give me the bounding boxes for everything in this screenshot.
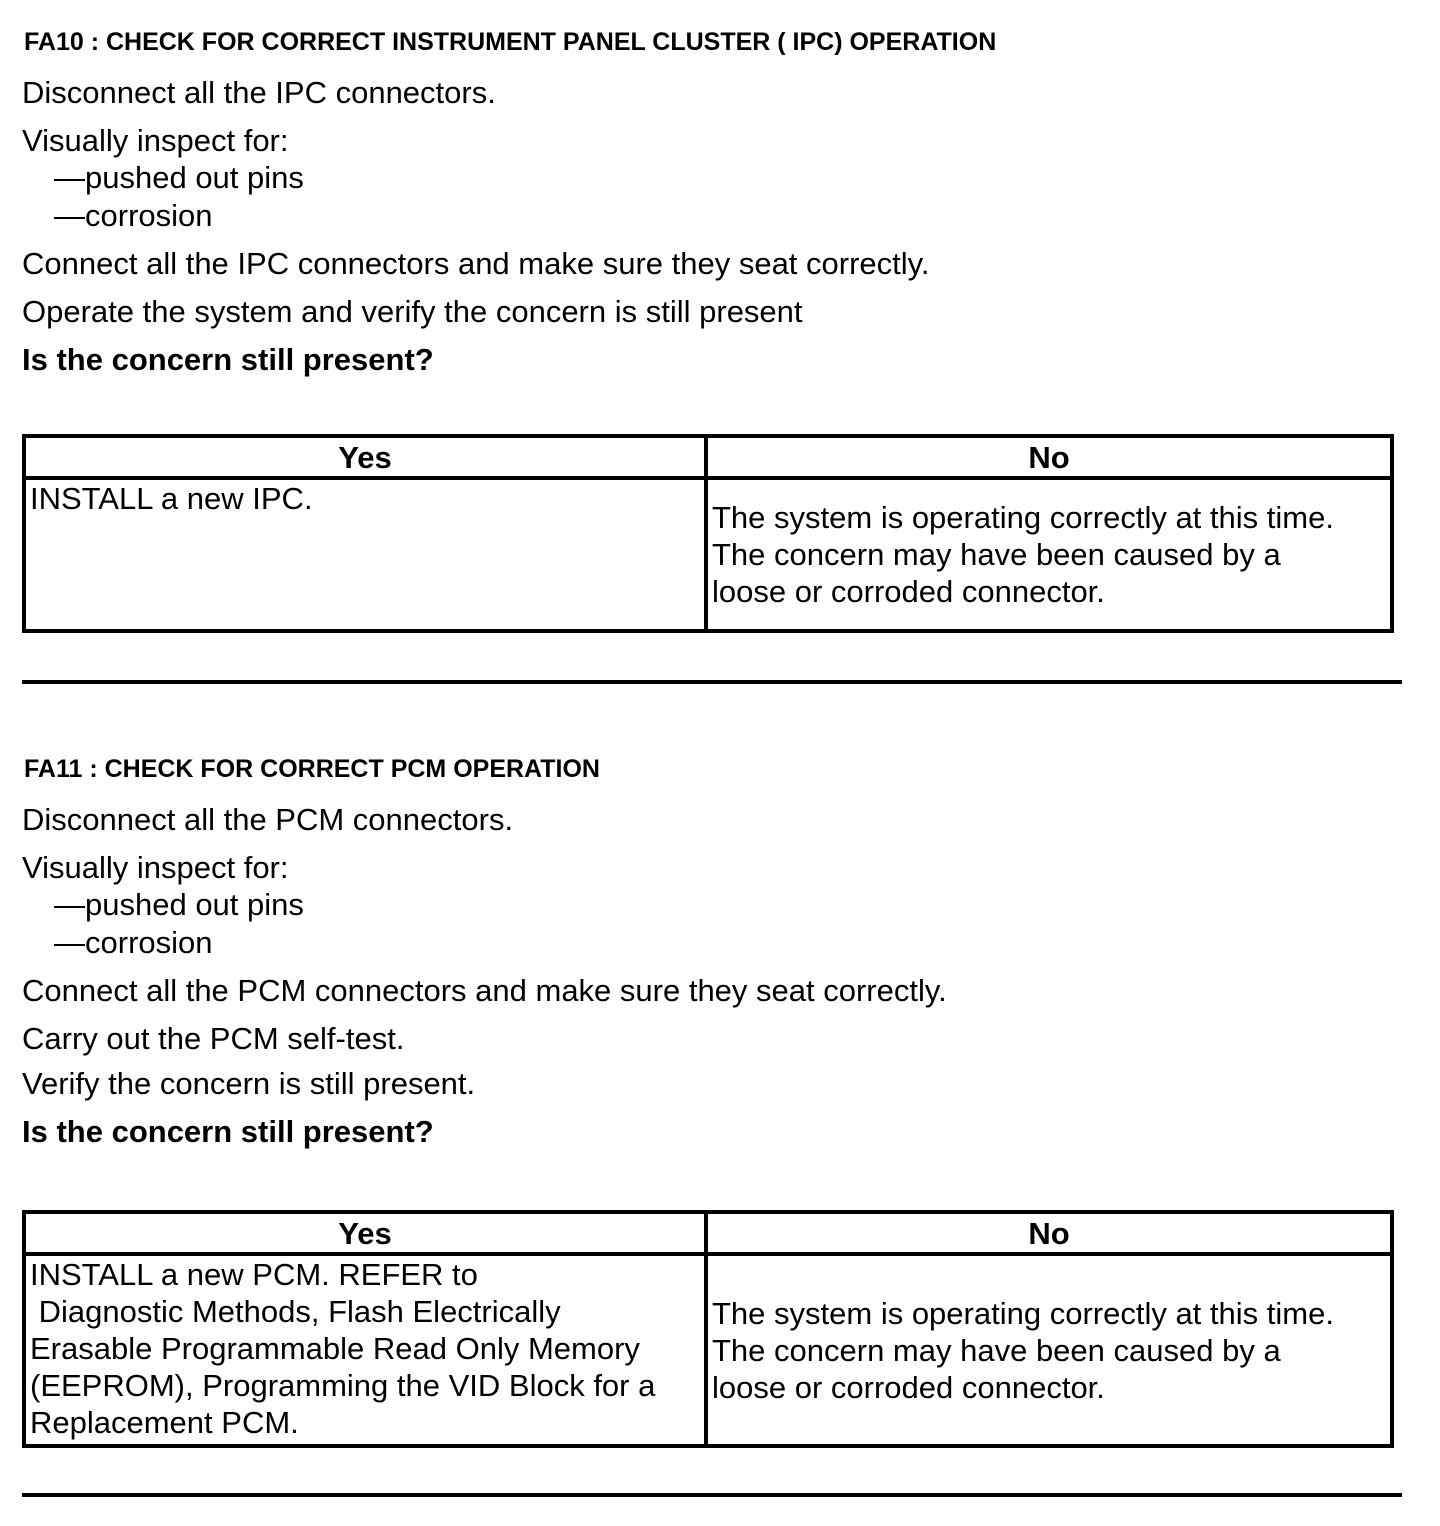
no-text-line: The system is operating correctly at this time. <box>712 500 1334 535</box>
step-inspect: Visually inspect for: <box>22 123 289 158</box>
table-header-row <box>24 436 1392 478</box>
result-table <box>22 1210 1394 1448</box>
section-divider <box>22 1493 1402 1497</box>
yes-text-line: Replacement PCM. <box>30 1405 299 1440</box>
no-text-line: loose or corroded connector. <box>712 574 1105 609</box>
question: Is the concern still present? <box>22 342 434 377</box>
step-inspect: Visually inspect for: <box>22 850 289 885</box>
table-header-row <box>24 1212 1392 1254</box>
yes-action <box>24 1254 706 1446</box>
step-connect: Connect all the IPC connectors and make sure they seat correctly. <box>22 246 930 281</box>
result-table <box>22 434 1394 633</box>
no-text-line: loose or corroded connector. <box>712 1369 1105 1405</box>
no-header: No <box>706 1212 1392 1254</box>
step-disconnect: Disconnect all the PCM connectors. <box>22 802 514 837</box>
question: Is the concern still present? <box>22 1114 434 1149</box>
yes-text-line: INSTALL a new PCM. REFER to <box>30 1257 478 1292</box>
no-text-line: The concern may have been caused by a <box>712 1332 1281 1368</box>
table-body-row <box>24 1254 1392 1446</box>
section-divider <box>22 680 1402 684</box>
section-title: FA11 : CHECK FOR CORRECT PCM OPERATION <box>24 755 600 783</box>
step-connect: Connect all the PCM connectors and make sure they seat correctly. <box>22 973 947 1008</box>
step-self-test: Carry out the PCM self-test. <box>22 1021 405 1056</box>
yes-text-line: Diagnostic Methods, Flash Electrically <box>30 1294 561 1329</box>
inspect-item-corrosion: —corrosion <box>54 925 213 960</box>
no-text-line: The concern may have been caused by a <box>712 537 1281 572</box>
inspect-item-pushed-pins: —pushed out pins <box>54 160 304 195</box>
step-verify: Verify the concern is still present. <box>22 1066 476 1101</box>
no-action <box>706 478 1392 631</box>
step-disconnect: Disconnect all the IPC connectors. <box>22 75 496 110</box>
inspect-item-pushed-pins: —pushed out pins <box>54 887 304 922</box>
yes-header: Yes <box>24 1212 706 1254</box>
no-action <box>706 1254 1392 1446</box>
no-text-line: The system is operating correctly at this time. <box>712 1295 1334 1331</box>
inspect-item-corrosion: —corrosion <box>54 198 213 233</box>
yes-text-line: (EEPROM), Programming the VID Block for a <box>30 1368 656 1403</box>
table-body-row <box>24 478 1392 631</box>
yes-text-line: Erasable Programmable Read Only Memory <box>30 1331 640 1366</box>
no-header: No <box>706 436 1392 478</box>
step-operate: Operate the system and verify the concern is still present <box>22 294 803 329</box>
yes-action <box>24 478 706 631</box>
yes-header: Yes <box>24 436 706 478</box>
yes-text: INSTALL a new IPC. <box>30 481 313 516</box>
section-title: FA10 : CHECK FOR CORRECT INSTRUMENT PANEL CLUSTER ( IPC) OPERATION <box>24 28 997 56</box>
